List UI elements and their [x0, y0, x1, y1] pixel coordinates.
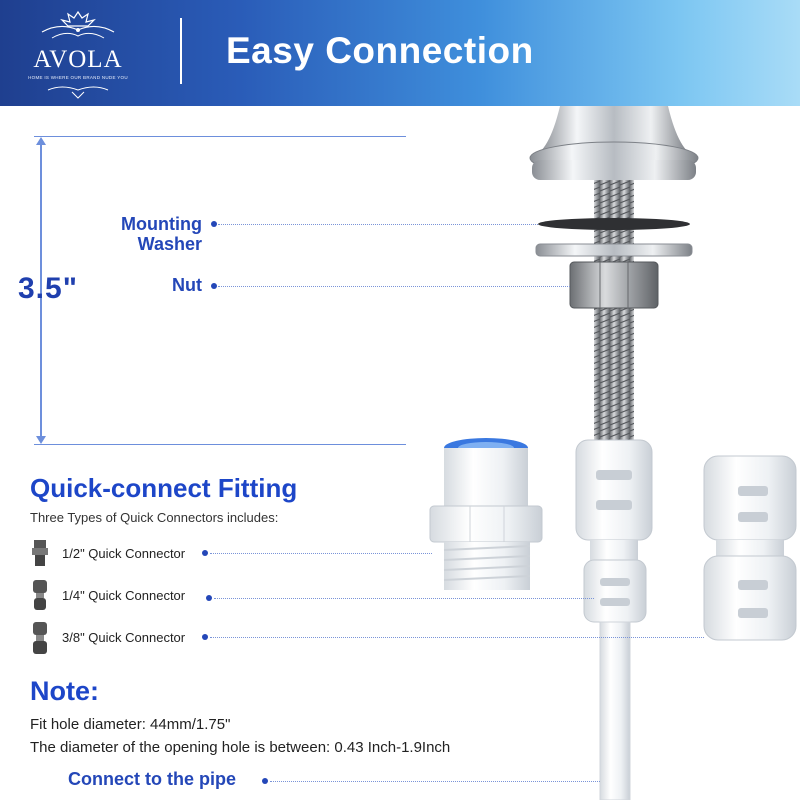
header-banner — [0, 0, 800, 106]
dimension-top-line — [34, 136, 406, 137]
connector-label-quarter-inch: 1/4" Quick Connector — [62, 588, 186, 603]
logo-wordmark: AVOLA — [33, 46, 123, 73]
mounting-washer — [536, 218, 692, 256]
nut-leader-line — [218, 286, 570, 287]
note-opening-range: The diameter of the opening hole is between: 0.43 Inch-1.9Inch — [30, 739, 451, 756]
pipe-leader-line — [270, 781, 600, 782]
threaded-shank — [594, 180, 634, 442]
crown-ornament-icon — [22, 8, 134, 44]
pipe-callout: Connect to the pipe — [68, 769, 236, 789]
fitting-subtitle: Three Types of Quick Connectors includes: — [30, 510, 279, 525]
water-pipe — [600, 622, 630, 800]
half-inch-leader-line — [210, 553, 432, 554]
half-inch-connector-icon — [32, 540, 48, 566]
washer-callout-line2: Washer — [137, 234, 202, 254]
center-connector — [576, 440, 652, 622]
brand-logo — [22, 8, 134, 100]
fitting-title: Quick-connect Fitting — [30, 473, 298, 503]
note-title: Note: — [30, 676, 99, 706]
logo-tagline: HOME IS WHERE OUR BRAND NUDE YOU — [28, 75, 128, 80]
washer-callout-dot — [211, 221, 217, 227]
connector-dot-three-eighths — [202, 634, 208, 640]
three-eighths-leader-line — [210, 637, 704, 638]
header-divider — [180, 18, 182, 84]
connector-label-half-inch: 1/2" Quick Connector — [62, 546, 186, 561]
connector-label-three-eighths: 3/8" Quick Connector — [62, 630, 186, 645]
three-eighths-connector-icon — [32, 622, 48, 654]
connector-dot-quarter-inch — [206, 595, 212, 601]
washer-callout-line1: Mounting — [121, 214, 202, 234]
pipe-callout-dot — [262, 778, 268, 784]
flourish-ornament-icon — [22, 82, 134, 100]
faucet-base — [530, 106, 698, 180]
nut-callout-dot — [211, 283, 217, 289]
three-eighths-connector — [704, 456, 796, 640]
height-measurement: 3.5" — [18, 272, 78, 305]
arrow-down-icon — [36, 436, 46, 444]
connector-dot-half-inch — [202, 550, 208, 556]
nut-callout: Nut — [172, 275, 202, 295]
quarter-inch-leader-line — [214, 598, 594, 599]
half-inch-connector — [430, 438, 542, 590]
arrow-up-icon — [36, 137, 46, 145]
note-hole-diameter: Fit hole diameter: 44mm/1.75" — [30, 716, 231, 733]
quarter-inch-connector-icon — [32, 580, 48, 610]
washer-callout — [100, 214, 202, 254]
washer-leader-line — [218, 224, 538, 225]
dimension-bottom-line — [34, 444, 406, 445]
page-title: Easy Connection — [226, 30, 534, 71]
hex-nut — [570, 262, 658, 308]
